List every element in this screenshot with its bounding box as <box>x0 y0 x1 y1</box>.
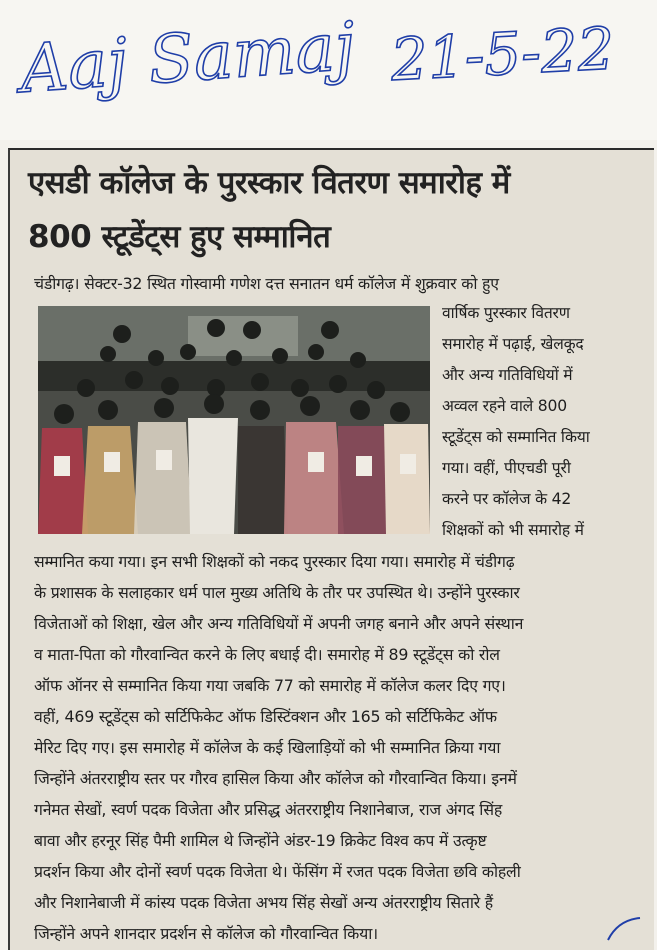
article-body <box>34 546 523 949</box>
headline <box>28 156 648 264</box>
body-line: के प्रशासक के सलाहकार धर्म पाल मुख्य अतिथि के तौर पर उपस्थित थे। उन्होंने पुरस्कार <box>34 583 520 602</box>
headline-line-2: 800 स्टूडेंट्स हुए सम्मानित <box>28 219 331 255</box>
side-column <box>442 298 590 546</box>
side-line: गया। वहीं, पीएचडी पूरी <box>442 459 571 477</box>
body-line: मेरिट दिए गए। इस समारोह में कॉलेज के कई खिलाड़ियों को भी सम्मानित क्रिया गया <box>34 738 501 757</box>
side-line: स्टूडेंट्स को सम्मानित किया <box>442 428 590 446</box>
group-photo <box>38 306 430 534</box>
side-line: अव्वल रहने वाले 800 <box>442 397 567 415</box>
body-line: प्रदर्शन किया और दोनों स्वर्ण पदक विजेता थे। फेंसिंग में रजत पदक विजेता छवि कोहली <box>34 862 521 881</box>
body-line: बावा और हरनूर सिंह पैमी शामिल थे जिन्होंने अंडर-19 क्रिकेट विश्व कप में उत्कृष्ट <box>34 831 487 850</box>
lead-line: चंडीगढ़। सेक्टर-32 स्थित गोस्वामी गणेश दत्त सनातन धर्म कॉलेज में शुक्रवार को हुए <box>34 274 499 293</box>
side-line: समारोह में पढ़ाई, खेलकूद <box>442 335 584 353</box>
body-line: गनेमत सेखों, स्वर्ण पदक विजेता और प्रसिद्ध अंतरराष्ट्रीय निशानेबाज, राज अंगद सिंह <box>34 800 503 819</box>
handwritten-source: Aaj Samaj <box>17 7 358 108</box>
body-line: सम्मानित कया गया। इन सभी शिक्षकों को नकद पुरस्कार दिया गया। समारोह में चंडीगढ़ <box>34 552 515 571</box>
body-line: ऑफ ऑनर से सम्मानित किया गया जबकि 77 को समारोह में कॉलेज कलर दिए गए। <box>34 676 506 695</box>
body-line: विजेताओं को शिक्षा, खेल और अन्य गतिविधियों में अपनी जगह बनाने और अपने संस्थान <box>34 614 524 633</box>
handwritten-date: 21-5-22 <box>389 14 617 94</box>
body-line: और निशानेबाजी में कांस्य पदक विजेता अभय सिंह सेखों अन्य अंतरराष्ट्रीय सितारे हैं <box>34 893 493 912</box>
side-line: और अन्य गतिविधियों में <box>442 366 573 384</box>
side-line: करने पर कॉलेज के 42 <box>442 490 572 508</box>
body-line: व माता-पिता को गौरवान्वित करने के लिए बधाई दी। समारोह में 89 स्टूडेंट्स को रोल <box>34 645 500 664</box>
side-line: वार्षिक पुरस्कार वितरण <box>442 304 570 322</box>
body-line: जिन्होंने अंतरराष्ट्रीय स्तर पर गौरव हासिल किया और कॉलेज को गौरवान्वित किया। इनमें <box>34 769 517 788</box>
headline-line-1: एसडी कॉलेज के पुरस्कार वितरण समारोह में <box>28 165 510 201</box>
body-line: वहीं, 469 स्टूडेंट्स को सर्टिफिकेट ऑफ डिस्टिंक्शन और 165 को सर्टिफिकेट ऑफ <box>34 707 497 726</box>
pen-mark <box>604 914 644 944</box>
newspaper-clipping <box>8 148 654 950</box>
body-line: जिन्होंने अपने शानदार प्रदर्शन से कॉलेज को गौरवान्वित किया। <box>34 924 378 943</box>
handwritten-annotation <box>0 0 657 140</box>
side-line: शिक्षकों को भी समारोह में <box>442 521 584 539</box>
